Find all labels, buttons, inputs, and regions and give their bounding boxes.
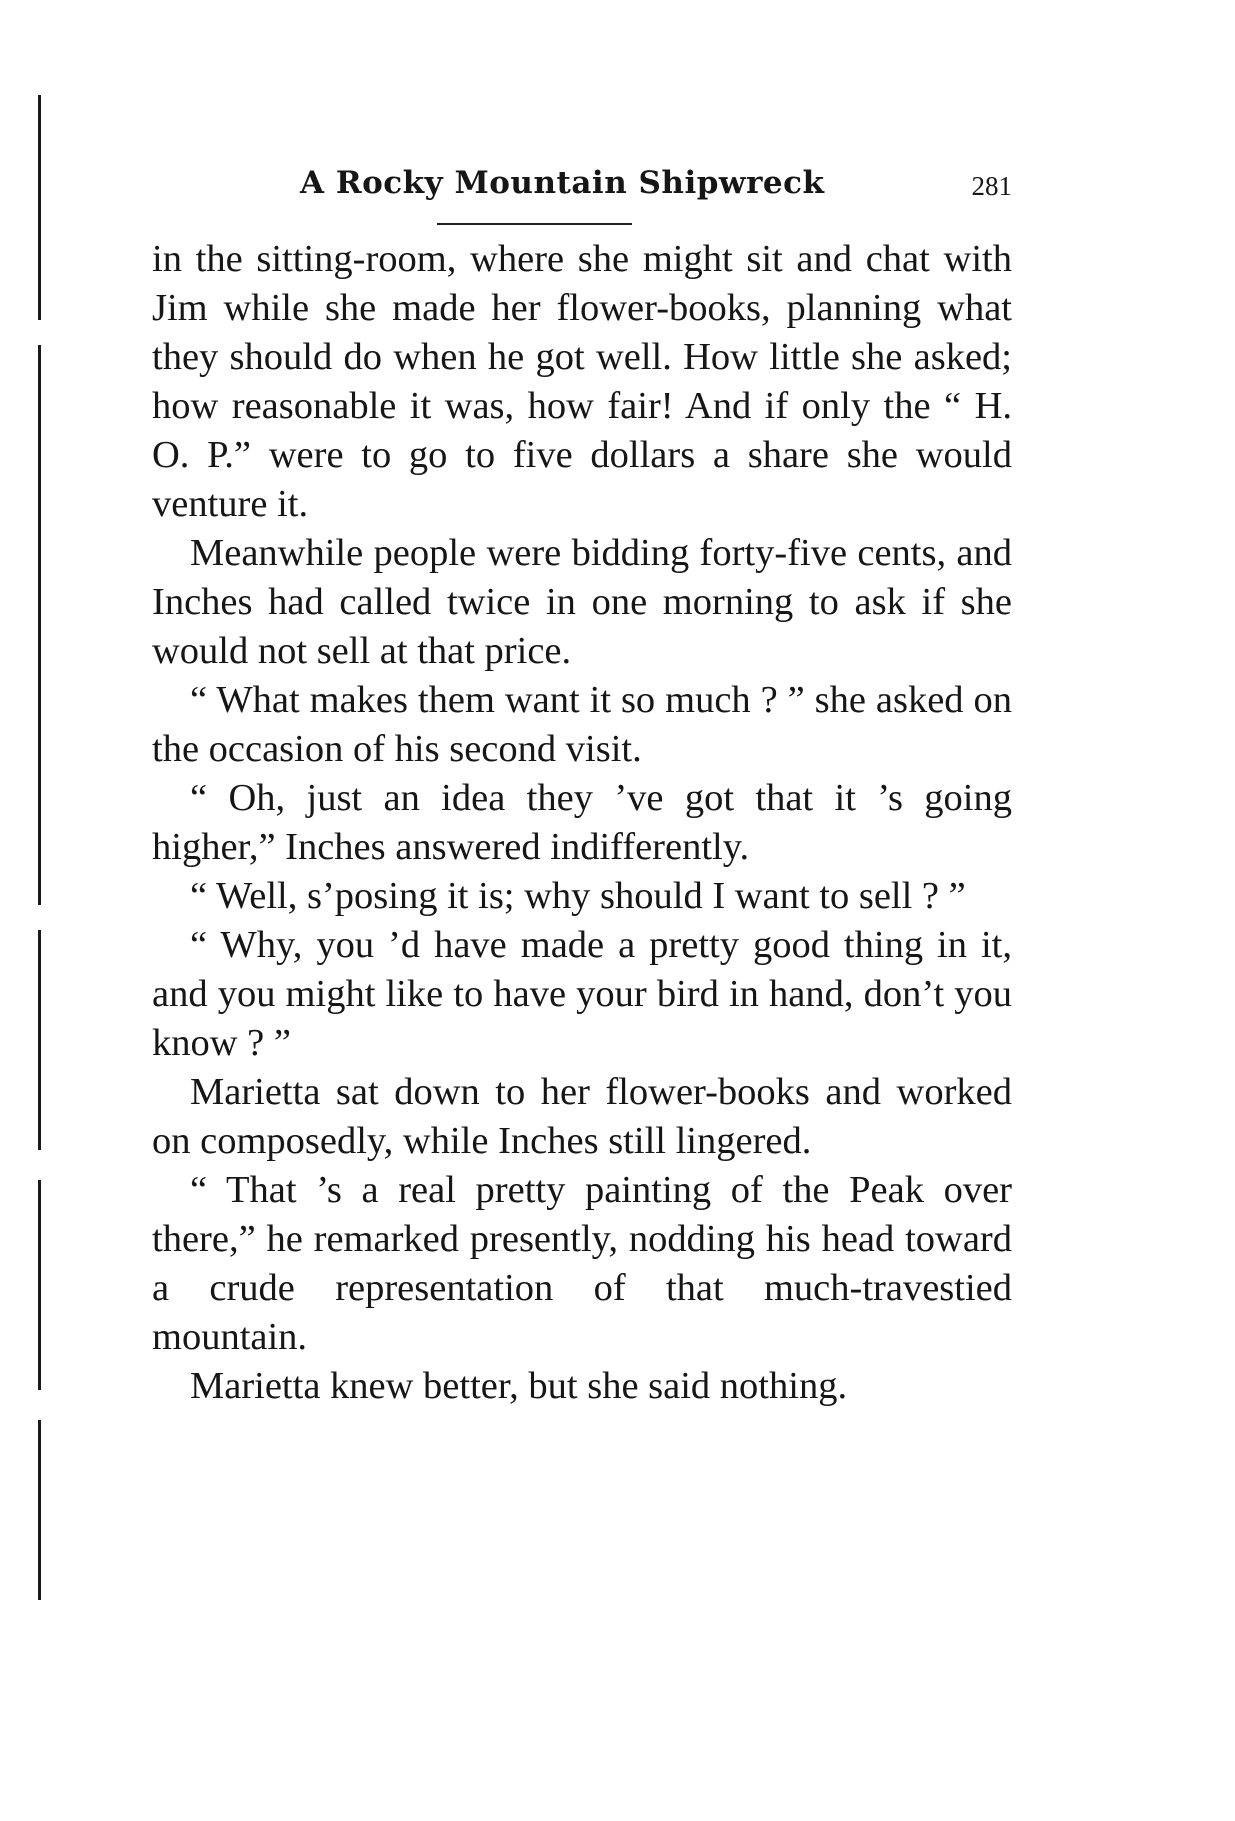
paragraph: Marietta sat down to her flower-books and worked on composedly, while Inches still lingered.: [152, 1071, 1012, 1162]
paragraph: “ What makes them want it so much ? ” she asked on the occasion of his second visit.: [152, 679, 1012, 770]
paragraph: “ Oh, just an idea they ’ve got that it ’s going higher,” Inches answered indifferently.: [152, 777, 1012, 868]
paragraph: “ Well, s’posing it is; why should I want to sell ? ”: [190, 875, 966, 917]
page-number: 281: [971, 171, 1012, 201]
body-text: [152, 235, 1012, 1411]
running-head: [152, 165, 1012, 225]
paragraph: Meanwhile people were bidding forty-five cents, and Inches had called twice in one morning to ask if she would not sell at that price.: [152, 532, 1012, 672]
paragraph: “ That ’s a real pretty painting of the Peak over there,” he remarked presently, nodding his head toward a crude representation of that much-travestied mountain.: [152, 1169, 1012, 1358]
scan-margin-line: [38, 1180, 41, 1390]
scan-margin-line: [38, 930, 41, 1150]
paragraph: in the sitting-room, where she might sit and chat with Jim while she made her flower-books, planning what they should do when he got well. How little she asked; how reasonable it was, how fair! And if only the “ H. O. P.” were to go to five dollars a share she would venture it.: [152, 238, 1012, 525]
scan-margin-line: [38, 95, 41, 320]
scan-margin-line: [38, 345, 41, 905]
paragraph: “ Why, you ’d have made a pretty good thing in it, and you might like to have your bird in hand, don’t you know ? ”: [152, 924, 1012, 1064]
book-page: [152, 165, 1012, 1411]
running-title: A Rocky Mountain Shipwreck: [300, 165, 825, 201]
paragraph: Marietta knew better, but she said nothing.: [190, 1365, 848, 1407]
scan-margin-line: [38, 1420, 41, 1600]
header-rule: [437, 223, 632, 225]
